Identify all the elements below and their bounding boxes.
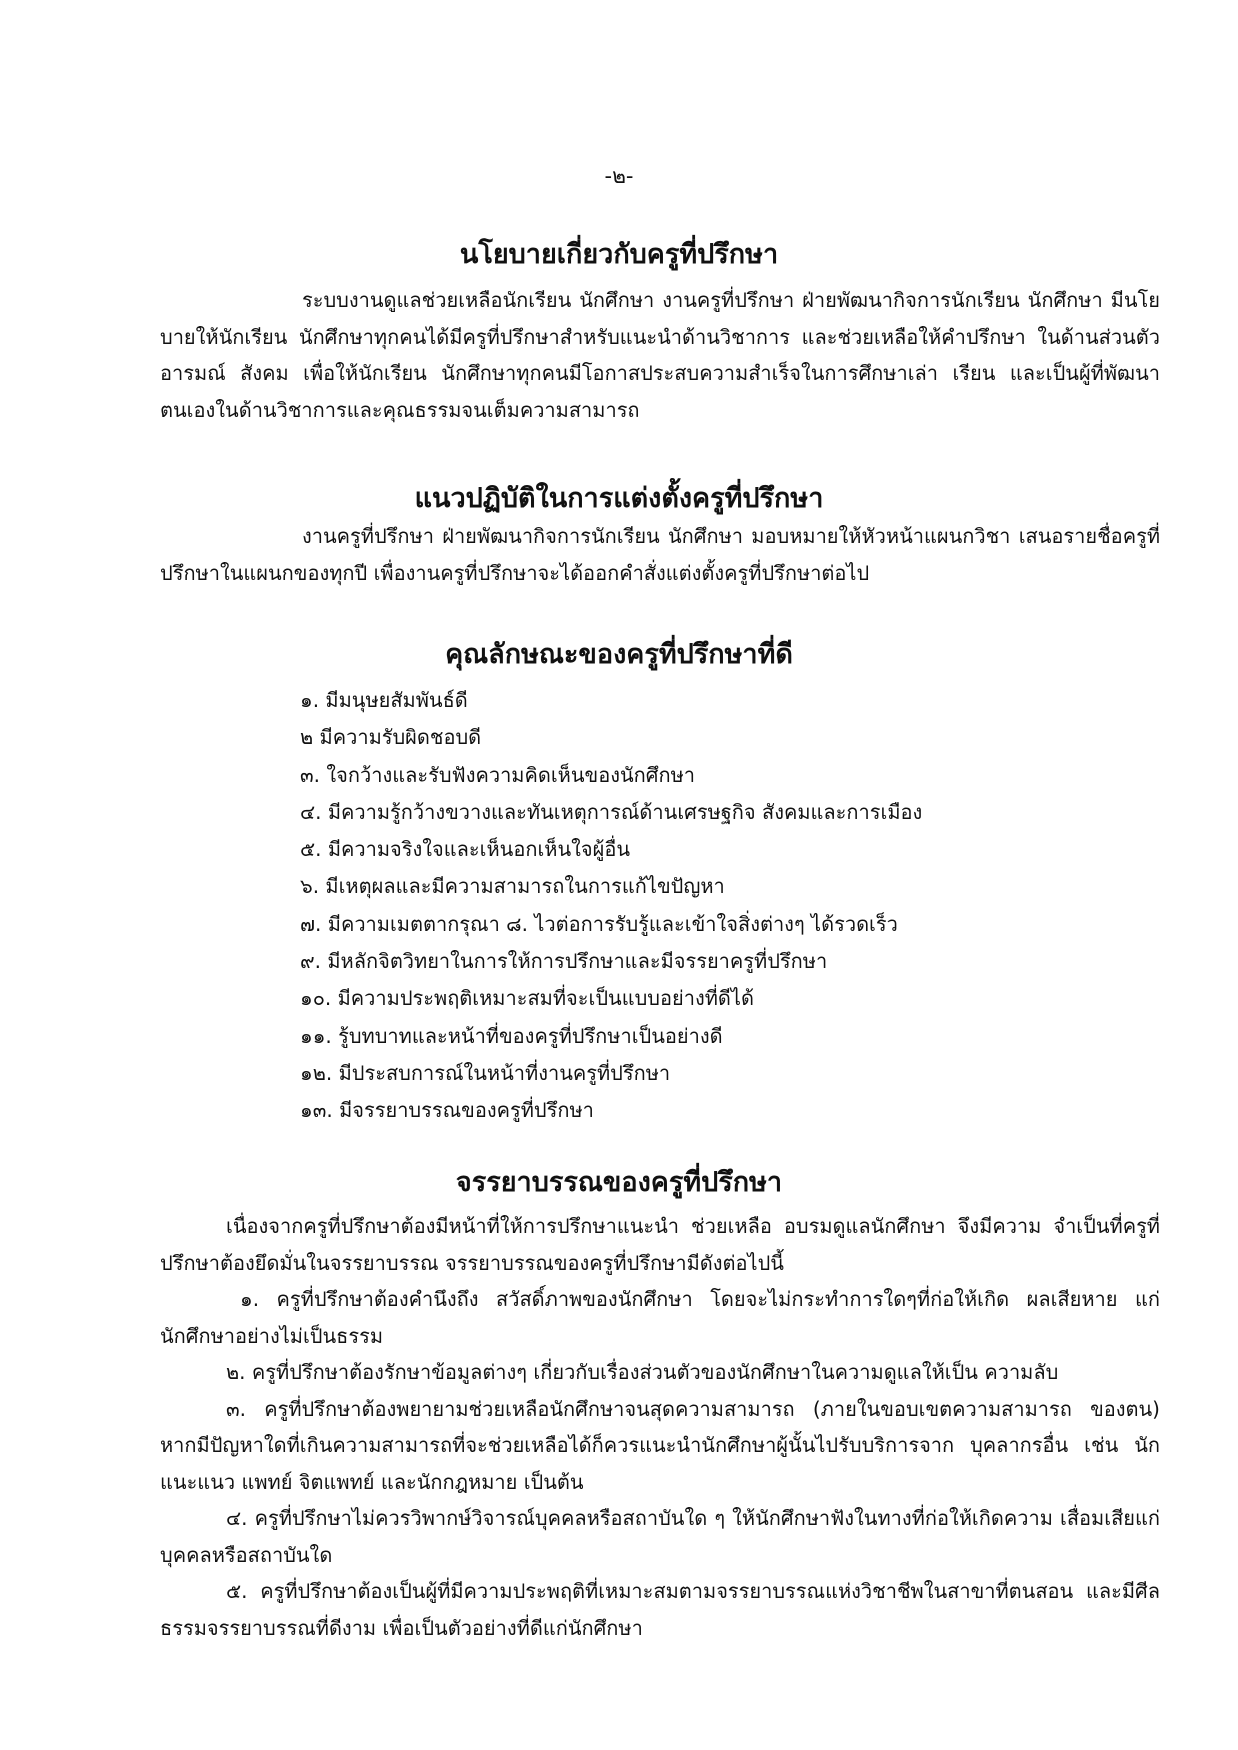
ethics-heading: จรรยาบรรณของครูที่ปรึกษา [455, 1167, 783, 1198]
ethics-item [160, 1573, 1160, 1646]
list-item: ๑๒. มีประสบการณ์ในหน้าที่งานครูที่ปรึกษา [300, 1060, 671, 1085]
list-item: ๑๑. รู้บทบาทและหน้าที่ของครูที่ปรึกษาเป็นอย่างดี [300, 1023, 723, 1048]
ethics-item [160, 1500, 1160, 1573]
list-item: ๓. ใจกว้างและรับฟังความคิดเห็นของนักศึกษา [300, 762, 695, 787]
list-item: ๒ มีความรับผิดชอบดี [300, 725, 482, 750]
ethics-item [160, 1354, 1160, 1391]
appointment-heading: แนวปฏิบัติในการแต่งตั้งครูที่ปรึกษา [414, 483, 824, 514]
list-item: ๑๐. มีความประพฤติเหมาะสมที่จะเป็นแบบอย่างที่ดีได้ [300, 986, 754, 1011]
policy-paragraph [160, 282, 1160, 428]
list-item: ๑. มีมนุษยสัมพันธ์ดี [300, 688, 468, 712]
list-item: ๗. มีความเมตตากรุณา ๘. ไวต่อการรับรู้และเข้าใจสิ่งต่างๆ ได้รวดเร็ว [300, 911, 898, 936]
ethics-intro-text: เนื่องจากครูที่ปรึกษาต้องมีหน้าที่ให้การปรึกษาแนะนำ ช่วยเหลือ อบรมดูแลนักศึกษา จึงมีความ จำเป็นที่ครูที่ปรึกษาต้องยึดมั่นในจรรยาบรรณ จรรยาบรรณของครูที่ปรึกษามีดังต่อไปนี้ [160, 1214, 1160, 1275]
ethics-intro [160, 1208, 1160, 1281]
page-number: -๒- [604, 164, 634, 188]
ethics-item-text: ๕. ครูที่ปรึกษาต้องเป็นผู้ที่มีความประพฤติที่เหมาะสมตามจรรยาบรรณแห่งวิชาชีพในสาขาที่ตนสอน และมีศีลธรรมจรรยาบรรณที่ดีงาม เพื่อเป็นตัวอย่างที่ดีแก่นักศึกษา [160, 1579, 1160, 1640]
ethics-item-text: ๓. ครูที่ปรึกษาต้องพยายามช่วยเหลือนักศึกษาจนสุดความสามารถ (ภายในขอบเขตความสามารถ ของตน) หากมีปัญหาใดที่เกินความสามารถที่จะช่วยเหลือได้ก็ควรแนะนำนักศึกษาผู้นั้นไปรับบริการจาก บุคลากรอื่น เช่น นักแนะแนว แพทย์ จิตแพทย์ และนักกฎหมาย เป็นต้น [160, 1396, 1160, 1494]
ethics-item-text: ๑. ครูที่ปรึกษาต้องคำนึงถึง สวัสดิ์ภาพของนักศึกษา โดยจะไม่กระทำการใดๆที่ก่อให้เกิด ผลเสียหาย แก่นักศึกษาอย่างไม่เป็นธรรม [160, 1287, 1160, 1348]
list-item: ๑๓. มีจรรยาบรรณของครูที่ปรึกษา [300, 1098, 594, 1123]
policy-heading: นโยบายเกี่ยวกับครูที่ปรึกษา [459, 239, 779, 270]
ethics-item-text: ๒. ครูที่ปรึกษาต้องรักษาข้อมูลต่างๆ เกี่ยวกับเรื่องส่วนตัวของนักศึกษาในความดูแลให้เป็น ความลับ [226, 1360, 1059, 1384]
qualities-heading: คุณลักษณะของครูที่ปรึกษาที่ดี [445, 639, 793, 670]
list-item: ๙. มีหลักจิตวิทยาในการให้การปรึกษาและมีจรรยาครูที่ปรึกษา [300, 949, 828, 974]
policy-text: ระบบงานดูแลช่วยเหลือนักเรียน นักศึกษา งานครูที่ปรึกษา ฝ่ายพัฒนากิจการนักเรียน นักศึกษา มีนโยบายให้นักเรียน นักศึกษาทุกคนได้มีครูที่ปรึกษาสำหรับแนะนำด้านวิชาการ และช่วยเหลือให้คำปรึกษา ในด้านส่วนตัว อารมณ์ สังคม เพื่อให้นักเรียน นักศึกษาทุกคนมีโอกาสประสบความสำเร็จในการศึกษาเล่า เรียน และเป็นผู้ที่พัฒนาตนเองในด้านวิชาการและคุณธรรมจนเต็มความสามารถ [160, 288, 1160, 422]
qualities-list [300, 682, 922, 1130]
ethics-item-text: ๔. ครูที่ปรึกษาไม่ควรวิพากษ์วิจารณ์บุคคลหรือสถาบันใด ๆ ให้นักศึกษาฟังในทางที่ก่อให้เกิดความ เสื่อมเสียแก่บุคคลหรือสถาบันใด [160, 1506, 1160, 1567]
ethics-item [160, 1281, 1160, 1354]
ethics-body [160, 1208, 1160, 1646]
appointment-text: งานครูที่ปรึกษา ฝ่ายพัฒนากิจการนักเรียน นักศึกษา มอบหมายให้หัวหน้าแผนกวิชา เสนอรายชื่อครูที่ปรึกษาในแผนกของทุกปี เพื่องานครูที่ปรึกษาจะได้ออกคำสั่งแต่งตั้งครูที่ปรึกษาต่อไป [160, 524, 1160, 585]
list-item: ๔. มีความรู้กว้างขวางและทันเหตุการณ์ด้านเศรษฐกิจ สังคมและการเมือง [300, 799, 923, 824]
list-item: ๖. มีเหตุผลและมีความสามารถในการแก้ไขปัญหา [300, 874, 725, 899]
list-item: ๕. มีความจริงใจและเห็นอกเห็นใจผู้อื่น [300, 837, 631, 862]
ethics-item [160, 1391, 1160, 1501]
appointment-paragraph [160, 518, 1160, 591]
